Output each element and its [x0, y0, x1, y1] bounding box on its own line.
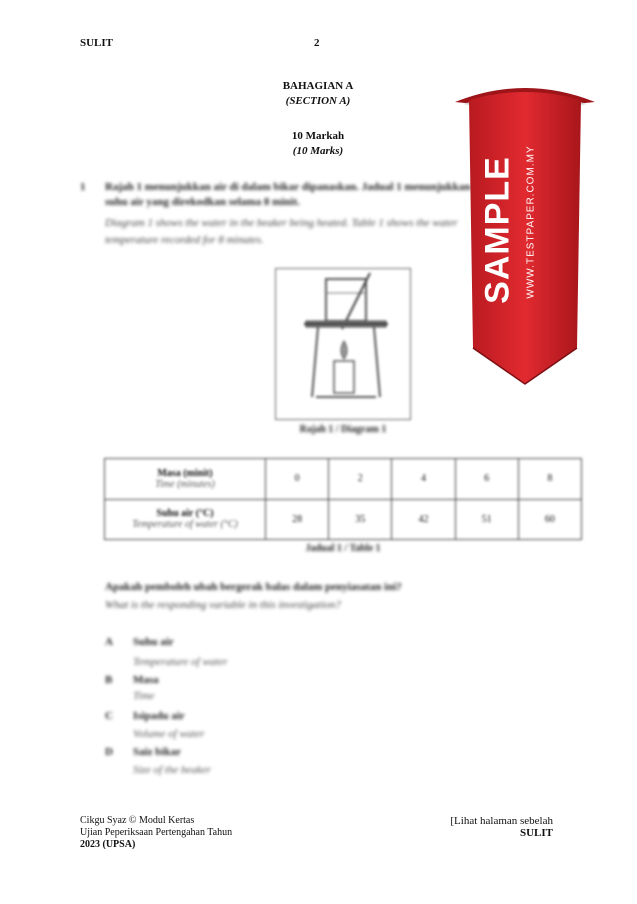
option-text-ms: Masa: [133, 674, 159, 686]
option-text-en: Size of the beaker: [133, 764, 211, 776]
row2-label-en: Temperature of water (°C): [132, 519, 238, 531]
diagram-beaker-heating: [275, 268, 411, 420]
table-cell: 51: [455, 499, 518, 540]
table-row: [105, 459, 582, 500]
section-title: BAHAGIAN A: [282, 80, 354, 92]
footer-sulit: SULIT: [519, 827, 553, 839]
table-cell: 8: [518, 459, 581, 500]
option-text-ms: Suhu air: [133, 636, 174, 648]
footer-line-2: Ujian Peperiksaan Pertengahan Tahun: [80, 827, 233, 838]
table-cell: 4: [392, 459, 455, 500]
question-text-en-1: Diagram 1 shows the water in the beaker being heated. Table 1 shows the water: [105, 217, 458, 229]
watermark-text: SAMPLE: [478, 156, 517, 304]
table-cell: 35: [329, 499, 392, 540]
beaker-illustration: [276, 269, 410, 419]
option-text-ms: Saiz bikar: [133, 746, 181, 758]
row2-label-ms: Suhu air (°C): [156, 508, 214, 520]
question-text-ms-1: Rajah 1 menunjukkan air di dalam bikar dipanaskan. Jadual 1 menunjukkan: [105, 181, 471, 193]
table-cell: 28: [266, 499, 329, 540]
section-title-en: (SECTION A): [285, 95, 351, 107]
table-cell: 6: [455, 459, 518, 500]
table-caption: Jadual 1 / Table 1: [305, 543, 381, 554]
table-row: [105, 499, 582, 540]
diagram-caption: Rajah 1 / Diagram 1: [299, 424, 387, 435]
section-marks: 10 Markah: [291, 130, 345, 142]
row1-label-en: Time (minutes): [155, 478, 215, 490]
section-marks-en: (10 Marks): [292, 145, 344, 157]
question-number: 1: [80, 181, 86, 193]
table-cell: 0: [266, 459, 329, 500]
data-table: [104, 458, 582, 540]
question-text-ms-2: suhu air yang direkodkan selama 8 minit.: [105, 196, 300, 208]
option-letter: B: [105, 674, 113, 686]
table-cell: 60: [518, 499, 581, 540]
footer-right: [440, 815, 553, 839]
page-number: 2: [314, 37, 320, 49]
header-sulit: SULIT: [80, 37, 114, 49]
footer-line-1: Cikgu Syaz © Modul Kertas: [80, 815, 195, 826]
option-letter: A: [105, 636, 113, 648]
footer-see-next: [Lihat halaman sebelah: [450, 815, 553, 827]
option-text-ms: Isipadu air: [133, 710, 185, 722]
watermark-url: WWW.TESTPAPER.COM.MY: [525, 145, 537, 299]
option-text-en: Time: [133, 690, 155, 702]
table-cell: 42: [392, 499, 455, 540]
table-cell: 2: [329, 459, 392, 500]
option-text-en: Volume of water: [133, 728, 205, 740]
option-text-en: Temperature of water: [133, 656, 228, 668]
prompt-en: What is the responding variable in this investigation?: [105, 599, 341, 611]
prompt-ms: Apakah pemboleh ubah bergerak balas dalam penyiasatan ini?: [105, 581, 402, 593]
option-letter: C: [105, 710, 113, 722]
option-letter: D: [105, 746, 113, 758]
row1-label-ms: Masa (minit): [157, 467, 213, 479]
footer-left: [80, 815, 232, 851]
question-text-en-2: temperature recorded for 8 minutes.: [105, 234, 264, 246]
footer-line-3: 2023 (UPSA): [80, 839, 136, 850]
